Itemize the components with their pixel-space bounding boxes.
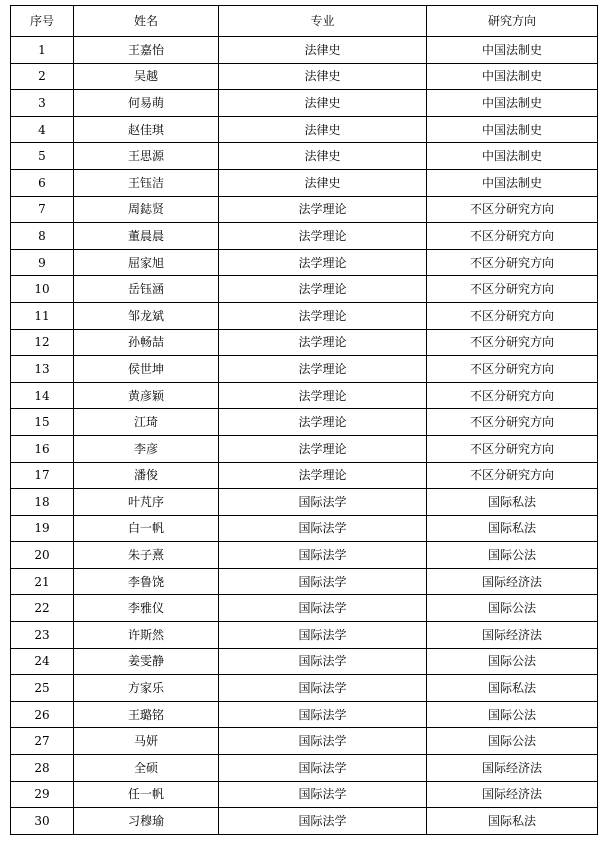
- table-row: [11, 329, 598, 356]
- cell-research-direction: 不区分研究方向: [427, 462, 598, 489]
- cell-index: 20: [11, 542, 74, 569]
- cell-name: 王思源: [74, 143, 219, 170]
- table-row: [11, 701, 598, 728]
- table-body: [11, 37, 598, 835]
- cell-name: 姜雯静: [74, 648, 219, 675]
- cell-major: 国际法学: [219, 808, 427, 835]
- cell-research-direction: 国际私法: [427, 489, 598, 516]
- cell-index: 12: [11, 329, 74, 356]
- cell-index: 24: [11, 648, 74, 675]
- cell-research-direction: 不区分研究方向: [427, 409, 598, 436]
- cell-research-direction: 中国法制史: [427, 90, 598, 117]
- cell-index: 19: [11, 515, 74, 542]
- cell-name: 李雅仪: [74, 595, 219, 622]
- cell-major: 法学理论: [219, 196, 427, 223]
- cell-name: 王璐铭: [74, 701, 219, 728]
- cell-major: 国际法学: [219, 701, 427, 728]
- table-row: [11, 462, 598, 489]
- cell-index: 27: [11, 728, 74, 755]
- cell-research-direction: 国际经济法: [427, 622, 598, 649]
- cell-research-direction: 国际公法: [427, 728, 598, 755]
- cell-research-direction: 不区分研究方向: [427, 249, 598, 276]
- table-row: [11, 489, 598, 516]
- cell-major: 国际法学: [219, 622, 427, 649]
- cell-major: 国际法学: [219, 515, 427, 542]
- cell-research-direction: 不区分研究方向: [427, 356, 598, 383]
- cell-research-direction: 国际公法: [427, 701, 598, 728]
- table-row: [11, 728, 598, 755]
- cell-research-direction: 中国法制史: [427, 37, 598, 64]
- cell-research-direction: 不区分研究方向: [427, 302, 598, 329]
- table-row: [11, 515, 598, 542]
- cell-index: 13: [11, 356, 74, 383]
- cell-major: 法学理论: [219, 382, 427, 409]
- table-row: [11, 409, 598, 436]
- cell-index: 28: [11, 755, 74, 782]
- cell-research-direction: 不区分研究方向: [427, 329, 598, 356]
- cell-research-direction: 国际公法: [427, 595, 598, 622]
- cell-research-direction: 国际公法: [427, 542, 598, 569]
- cell-name: 周鋕贤: [74, 196, 219, 223]
- cell-research-direction: 中国法制史: [427, 116, 598, 143]
- cell-name: 许斯然: [74, 622, 219, 649]
- cell-major: 法律史: [219, 37, 427, 64]
- cell-name: 全硕: [74, 755, 219, 782]
- cell-major: 国际法学: [219, 728, 427, 755]
- cell-major: 国际法学: [219, 781, 427, 808]
- cell-major: 国际法学: [219, 755, 427, 782]
- table-row: [11, 196, 598, 223]
- cell-major: 法学理论: [219, 302, 427, 329]
- header-research-direction: 研究方向: [427, 6, 598, 37]
- cell-major: 法律史: [219, 63, 427, 90]
- cell-research-direction: 国际私法: [427, 515, 598, 542]
- cell-major: 国际法学: [219, 595, 427, 622]
- table-row: [11, 249, 598, 276]
- table-row: [11, 63, 598, 90]
- cell-research-direction: 国际私法: [427, 675, 598, 702]
- cell-name: 岳钰涵: [74, 276, 219, 303]
- cell-name: 李彦: [74, 435, 219, 462]
- cell-name: 王嘉怡: [74, 37, 219, 64]
- table-row: [11, 382, 598, 409]
- cell-research-direction: 中国法制史: [427, 63, 598, 90]
- cell-index: 6: [11, 169, 74, 196]
- cell-research-direction: 国际经济法: [427, 781, 598, 808]
- cell-index: 11: [11, 302, 74, 329]
- cell-major: 法学理论: [219, 249, 427, 276]
- cell-index: 8: [11, 223, 74, 250]
- table-row: [11, 302, 598, 329]
- cell-name: 邹龙斌: [74, 302, 219, 329]
- header-index: 序号: [11, 6, 74, 37]
- cell-index: 15: [11, 409, 74, 436]
- student-table: [10, 5, 598, 835]
- cell-major: 国际法学: [219, 568, 427, 595]
- table-row: [11, 595, 598, 622]
- table-row: [11, 648, 598, 675]
- cell-index: 23: [11, 622, 74, 649]
- cell-major: 法学理论: [219, 329, 427, 356]
- cell-name: 潘俊: [74, 462, 219, 489]
- table-row: [11, 116, 598, 143]
- cell-major: 国际法学: [219, 648, 427, 675]
- cell-index: 2: [11, 63, 74, 90]
- header-name: 姓名: [74, 6, 219, 37]
- table-row: [11, 37, 598, 64]
- cell-research-direction: 国际私法: [427, 808, 598, 835]
- cell-name: 白一帆: [74, 515, 219, 542]
- cell-index: 5: [11, 143, 74, 170]
- table-row: [11, 90, 598, 117]
- cell-major: 法律史: [219, 169, 427, 196]
- cell-major: 法学理论: [219, 356, 427, 383]
- cell-index: 22: [11, 595, 74, 622]
- cell-index: 7: [11, 196, 74, 223]
- cell-name: 江琦: [74, 409, 219, 436]
- cell-major: 法学理论: [219, 462, 427, 489]
- cell-index: 10: [11, 276, 74, 303]
- table-row: [11, 169, 598, 196]
- cell-name: 何易萌: [74, 90, 219, 117]
- cell-index: 3: [11, 90, 74, 117]
- cell-major: 法学理论: [219, 435, 427, 462]
- cell-name: 董晨晨: [74, 223, 219, 250]
- cell-name: 王钰洁: [74, 169, 219, 196]
- cell-major: 国际法学: [219, 542, 427, 569]
- cell-name: 李鲁饶: [74, 568, 219, 595]
- cell-index: 18: [11, 489, 74, 516]
- cell-name: 叶芃序: [74, 489, 219, 516]
- cell-research-direction: 国际经济法: [427, 568, 598, 595]
- table-row: [11, 675, 598, 702]
- cell-name: 黄彦颖: [74, 382, 219, 409]
- cell-research-direction: 不区分研究方向: [427, 196, 598, 223]
- cell-research-direction: 国际经济法: [427, 755, 598, 782]
- table-row: [11, 143, 598, 170]
- cell-name: 任一帆: [74, 781, 219, 808]
- cell-index: 14: [11, 382, 74, 409]
- cell-research-direction: 不区分研究方向: [427, 382, 598, 409]
- cell-major: 国际法学: [219, 675, 427, 702]
- cell-research-direction: 不区分研究方向: [427, 276, 598, 303]
- table-row: [11, 435, 598, 462]
- cell-index: 25: [11, 675, 74, 702]
- cell-major: 法学理论: [219, 223, 427, 250]
- cell-name: 马妍: [74, 728, 219, 755]
- table-row: [11, 223, 598, 250]
- cell-major: 法律史: [219, 116, 427, 143]
- table-row: [11, 542, 598, 569]
- cell-research-direction: 不区分研究方向: [427, 223, 598, 250]
- cell-major: 法律史: [219, 90, 427, 117]
- cell-name: 孙畅喆: [74, 329, 219, 356]
- cell-research-direction: 不区分研究方向: [427, 435, 598, 462]
- cell-index: 4: [11, 116, 74, 143]
- table-row: [11, 568, 598, 595]
- cell-name: 赵佳琪: [74, 116, 219, 143]
- cell-name: 习穆瑜: [74, 808, 219, 835]
- header-major: 专业: [219, 6, 427, 37]
- cell-index: 26: [11, 701, 74, 728]
- table-row: [11, 808, 598, 835]
- cell-research-direction: 中国法制史: [427, 169, 598, 196]
- cell-major: 国际法学: [219, 489, 427, 516]
- cell-index: 9: [11, 249, 74, 276]
- cell-index: 21: [11, 568, 74, 595]
- cell-name: 方家乐: [74, 675, 219, 702]
- cell-name: 屈家旭: [74, 249, 219, 276]
- cell-major: 法律史: [219, 143, 427, 170]
- table-row: [11, 755, 598, 782]
- table-row: [11, 622, 598, 649]
- cell-index: 1: [11, 37, 74, 64]
- cell-research-direction: 中国法制史: [427, 143, 598, 170]
- cell-index: 17: [11, 462, 74, 489]
- cell-index: 16: [11, 435, 74, 462]
- cell-name: 吴越: [74, 63, 219, 90]
- cell-index: 29: [11, 781, 74, 808]
- cell-major: 法学理论: [219, 276, 427, 303]
- cell-name: 侯世坤: [74, 356, 219, 383]
- cell-research-direction: 国际公法: [427, 648, 598, 675]
- cell-index: 30: [11, 808, 74, 835]
- document-page: [10, 5, 597, 835]
- cell-name: 朱子熹: [74, 542, 219, 569]
- table-row: [11, 276, 598, 303]
- table-row: [11, 781, 598, 808]
- cell-major: 法学理论: [219, 409, 427, 436]
- table-header-row: [11, 6, 598, 37]
- table-row: [11, 356, 598, 383]
